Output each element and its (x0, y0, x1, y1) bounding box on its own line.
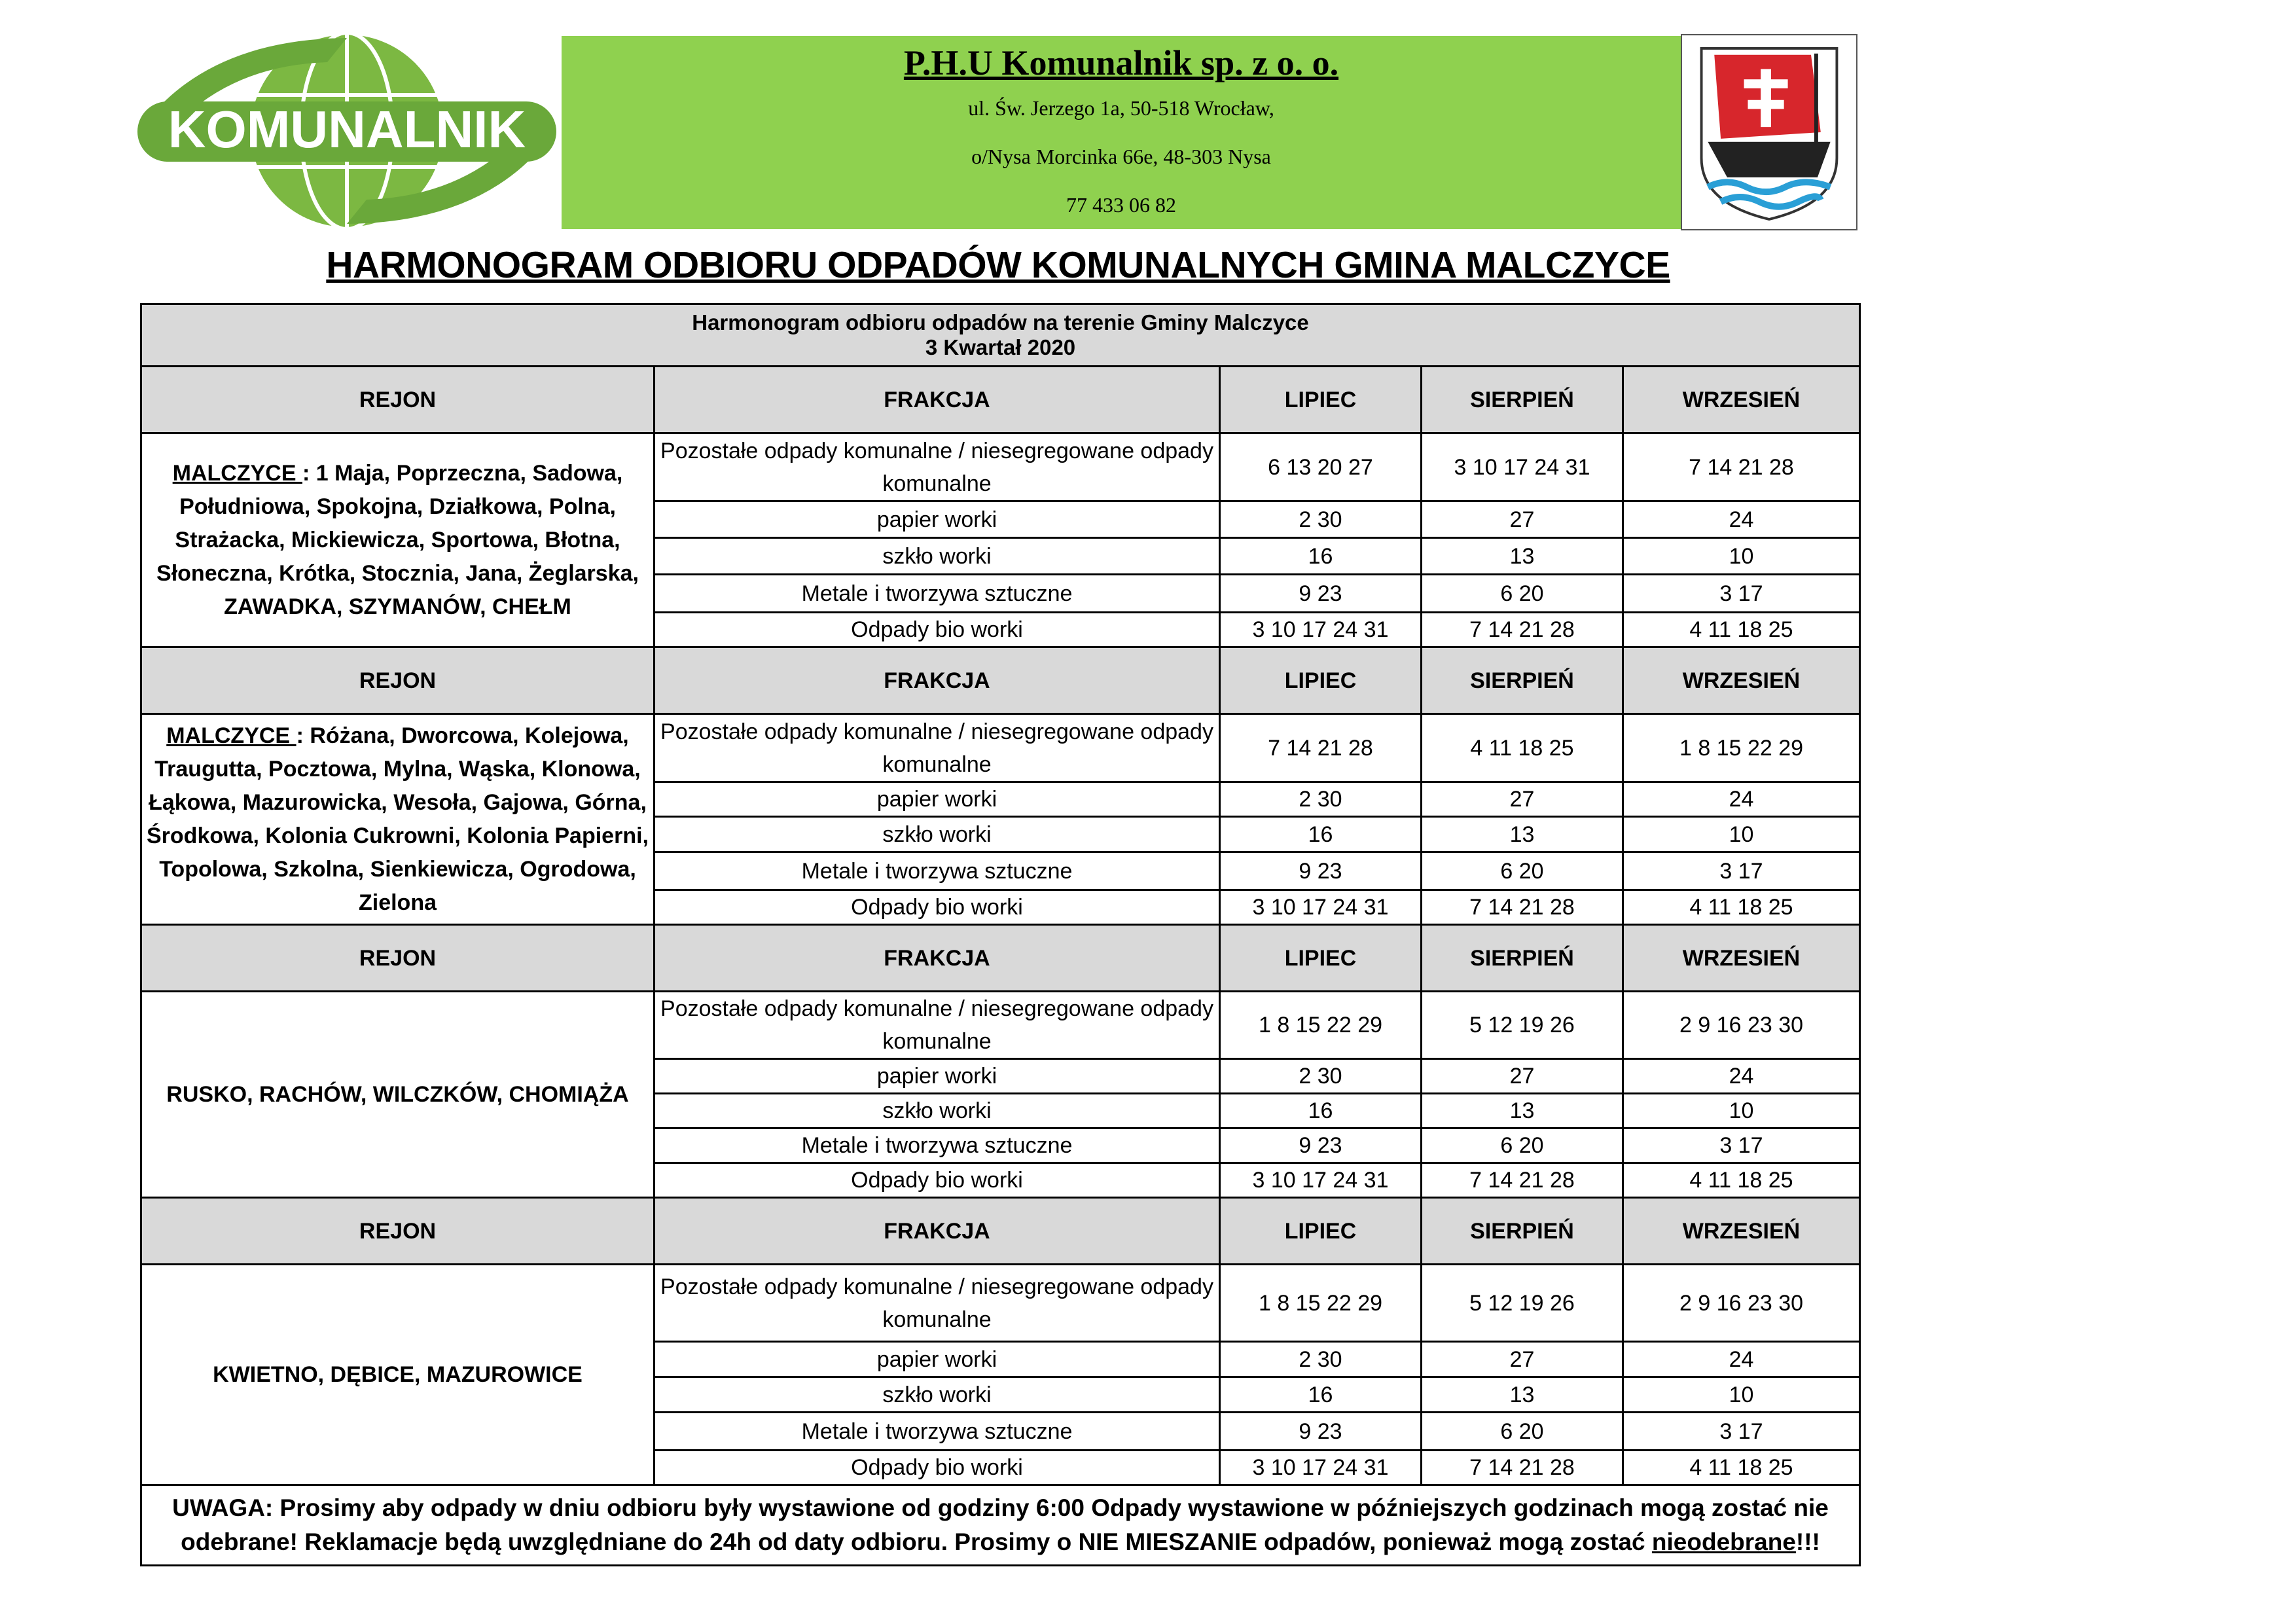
september-dates: 3 17 (1623, 1128, 1860, 1163)
september-dates: 10 (1623, 1094, 1860, 1128)
august-dates: 7 14 21 28 (1422, 1163, 1623, 1198)
region-name: MALCZYCE (172, 460, 302, 486)
fraction-cell: Pozostałe odpady komunalne / niesegregowane odpady komunalne (655, 433, 1220, 501)
july-dates: 16 (1220, 538, 1422, 575)
august-dates: 13 (1422, 538, 1623, 575)
july-header: LIPIEC (1220, 925, 1422, 992)
july-dates: 3 10 17 24 31 (1220, 613, 1422, 647)
july-header: LIPIEC (1220, 367, 1422, 433)
july-dates: 9 23 (1220, 1128, 1422, 1163)
august-dates: 6 20 (1422, 1128, 1623, 1163)
august-dates: 6 20 (1422, 852, 1623, 890)
schedule-table (140, 303, 1861, 1566)
region-cell (141, 714, 655, 925)
september-dates: 3 17 (1623, 1413, 1860, 1451)
region-cell (141, 1265, 655, 1485)
september-dates: 4 11 18 25 (1623, 1163, 1860, 1198)
fraction-header: FRAKCJA (655, 647, 1220, 714)
august-dates: 5 12 19 26 (1422, 992, 1623, 1059)
fraction-cell: papier worki (655, 1059, 1220, 1094)
region-streets: KWIETNO, DĘBICE, MAZUROWICE (213, 1362, 583, 1387)
table-row (141, 433, 1860, 501)
region-header: REJON (141, 647, 655, 714)
july-dates: 9 23 (1220, 1413, 1422, 1451)
table-row (141, 992, 1860, 1059)
july-dates: 16 (1220, 817, 1422, 852)
september-dates: 3 17 (1623, 575, 1860, 613)
company-name: P.H.U Komunalnik sp. z o. o. (903, 43, 1339, 82)
september-dates: 4 11 18 25 (1623, 613, 1860, 647)
fraction-cell: Odpady bio worki (655, 1451, 1220, 1485)
caption-line-2: 3 Kwartał 2020 (925, 335, 1076, 359)
july-dates: 3 10 17 24 31 (1220, 1451, 1422, 1485)
table-caption (141, 304, 1860, 367)
fraction-header: FRAKCJA (655, 367, 1220, 433)
caption-line-1: Harmonogram odbioru odpadów na terenie Gminy Malczyce (692, 310, 1309, 334)
september-dates: 24 (1623, 1059, 1860, 1094)
september-dates: 24 (1623, 501, 1860, 538)
note-row (141, 1485, 1860, 1566)
july-dates: 16 (1220, 1377, 1422, 1413)
logo-text: KOMUNALNIK (168, 100, 526, 158)
august-dates: 27 (1422, 1342, 1623, 1377)
fraction-cell: Metale i tworzywa sztuczne (655, 852, 1220, 890)
address-line-2: o/Nysa Morcinka 66e, 48-303 Nysa (971, 145, 1271, 168)
company-info (562, 36, 1681, 229)
august-dates: 13 (1422, 817, 1623, 852)
august-header: SIERPIEŃ (1422, 925, 1623, 992)
september-dates: 1 8 15 22 29 (1623, 714, 1860, 782)
address-line-1: ul. Św. Jerzego 1a, 50-518 Wrocław, (968, 96, 1274, 120)
region-header: REJON (141, 367, 655, 433)
fraction-cell: szkło worki (655, 538, 1220, 575)
july-dates: 3 10 17 24 31 (1220, 890, 1422, 925)
note-text: UWAGA: Prosimy aby odpady w dniu odbioru były wystawione od godziny 6:00 Odpady wystawione w późniejszych godzinach mogą zostać nie odebrane! Reklamacje będą uwzględniane do 24h od daty odbioru. Prosimy o NIE MIESZANIE odpadów, ponieważ mogą zostać (172, 1494, 1829, 1555)
phone-number: 77 433 06 82 (1066, 193, 1176, 217)
table-header-row (141, 647, 1860, 714)
fraction-cell: szkło worki (655, 817, 1220, 852)
region-cell (141, 433, 655, 647)
july-dates: 2 30 (1220, 501, 1422, 538)
fraction-cell: Pozostałe odpady komunalne / niesegregowane odpady komunalne (655, 1265, 1220, 1342)
fraction-cell: Pozostałe odpady komunalne / niesegregowane odpady komunalne (655, 992, 1220, 1059)
september-dates: 4 11 18 25 (1623, 890, 1860, 925)
fraction-cell: Odpady bio worki (655, 890, 1220, 925)
fraction-cell: papier worki (655, 1342, 1220, 1377)
september-dates: 2 9 16 23 30 (1623, 1265, 1860, 1342)
fraction-cell: papier worki (655, 782, 1220, 817)
august-dates: 7 14 21 28 (1422, 890, 1623, 925)
september-dates: 3 17 (1623, 852, 1860, 890)
september-dates: 10 (1623, 538, 1860, 575)
note-cell (141, 1485, 1860, 1566)
august-dates: 13 (1422, 1094, 1623, 1128)
note-underlined: nieodebrane (1651, 1528, 1796, 1555)
july-dates: 6 13 20 27 (1220, 433, 1422, 501)
september-dates: 24 (1623, 782, 1860, 817)
september-dates: 10 (1623, 1377, 1860, 1413)
region-cell (141, 992, 655, 1198)
region-header: REJON (141, 925, 655, 992)
fraction-cell: Metale i tworzywa sztuczne (655, 575, 1220, 613)
august-dates: 3 10 17 24 31 (1422, 433, 1623, 501)
august-dates: 6 20 (1422, 1413, 1623, 1451)
table-caption-row (141, 304, 1860, 367)
september-dates: 2 9 16 23 30 (1623, 992, 1860, 1059)
september-header: WRZESIEŃ (1623, 647, 1860, 714)
fraction-cell: Odpady bio worki (655, 613, 1220, 647)
august-dates: 4 11 18 25 (1422, 714, 1623, 782)
note-suffix: !!! (1795, 1528, 1820, 1555)
fraction-cell: Metale i tworzywa sztuczne (655, 1413, 1220, 1451)
august-dates: 27 (1422, 782, 1623, 817)
july-dates: 2 30 (1220, 1342, 1422, 1377)
august-header: SIERPIEŃ (1422, 367, 1623, 433)
september-header: WRZESIEŃ (1623, 1198, 1860, 1265)
august-dates: 27 (1422, 1059, 1623, 1094)
table-header-row (141, 1198, 1860, 1265)
fraction-cell: Pozostałe odpady komunalne / niesegregowane odpady komunalne (655, 714, 1220, 782)
july-header: LIPIEC (1220, 647, 1422, 714)
august-dates: 6 20 (1422, 575, 1623, 613)
july-dates: 3 10 17 24 31 (1220, 1163, 1422, 1198)
fraction-cell: Metale i tworzywa sztuczne (655, 1128, 1220, 1163)
region-streets: RUSKO, RACHÓW, WILCZKÓW, CHOMIĄŻA (166, 1081, 629, 1107)
september-header: WRZESIEŃ (1623, 925, 1860, 992)
fraction-header: FRAKCJA (655, 1198, 1220, 1265)
july-dates: 7 14 21 28 (1220, 714, 1422, 782)
komunalnik-logo (131, 26, 563, 236)
july-dates: 1 8 15 22 29 (1220, 1265, 1422, 1342)
july-dates: 16 (1220, 1094, 1422, 1128)
september-dates: 24 (1623, 1342, 1860, 1377)
august-dates: 5 12 19 26 (1422, 1265, 1623, 1342)
august-header: SIERPIEŃ (1422, 1198, 1623, 1265)
coat-of-arms-icon (1681, 34, 1857, 230)
region-streets: : Różana, Dworcowa, Kolejowa, Traugutta, Pocztowa, Mylna, Wąska, Klonowa, Łąkowa, Mazurowicka, Wesoła, Gajowa, Górna, Środkowa, Kolonia Cukrowni, Kolonia Papierni, Topolowa, Szkolna, Sienkiewicza, Ogrodowa, Zielona (147, 723, 649, 915)
september-dates: 10 (1623, 817, 1860, 852)
table-header-row (141, 367, 1860, 433)
july-dates: 9 23 (1220, 852, 1422, 890)
page-title: HARMONOGRAM ODBIORU ODPADÓW KOMUNALNYCH GMINA MALCZYCE (326, 244, 1670, 286)
fraction-cell: papier worki (655, 501, 1220, 538)
september-header: WRZESIEŃ (1623, 367, 1860, 433)
july-dates: 2 30 (1220, 782, 1422, 817)
region-streets: : 1 Maja, Poprzeczna, Sadowa, Południowa, Spokojna, Działkowa, Polna, Strażacka, Mickiewicza, Sportowa, Błotna, Słoneczna, Krótka, Stocznia, Jana, Żeglarska, ZAWADKA, SZYMANÓW, CHEŁM (156, 460, 639, 619)
september-dates: 7 14 21 28 (1623, 433, 1860, 501)
july-dates: 1 8 15 22 29 (1220, 992, 1422, 1059)
region-name: MALCZYCE (166, 723, 296, 748)
august-header: SIERPIEŃ (1422, 647, 1623, 714)
august-dates: 13 (1422, 1377, 1623, 1413)
fraction-cell: szkło worki (655, 1377, 1220, 1413)
july-header: LIPIEC (1220, 1198, 1422, 1265)
fraction-cell: Odpady bio worki (655, 1163, 1220, 1198)
august-dates: 7 14 21 28 (1422, 613, 1623, 647)
august-dates: 27 (1422, 501, 1623, 538)
region-header: REJON (141, 1198, 655, 1265)
september-dates: 4 11 18 25 (1623, 1451, 1860, 1485)
table-row (141, 714, 1860, 782)
july-dates: 2 30 (1220, 1059, 1422, 1094)
fraction-header: FRAKCJA (655, 925, 1220, 992)
july-dates: 9 23 (1220, 575, 1422, 613)
august-dates: 7 14 21 28 (1422, 1451, 1623, 1485)
table-header-row (141, 925, 1860, 992)
table-row (141, 1265, 1860, 1342)
fraction-cell: szkło worki (655, 1094, 1220, 1128)
